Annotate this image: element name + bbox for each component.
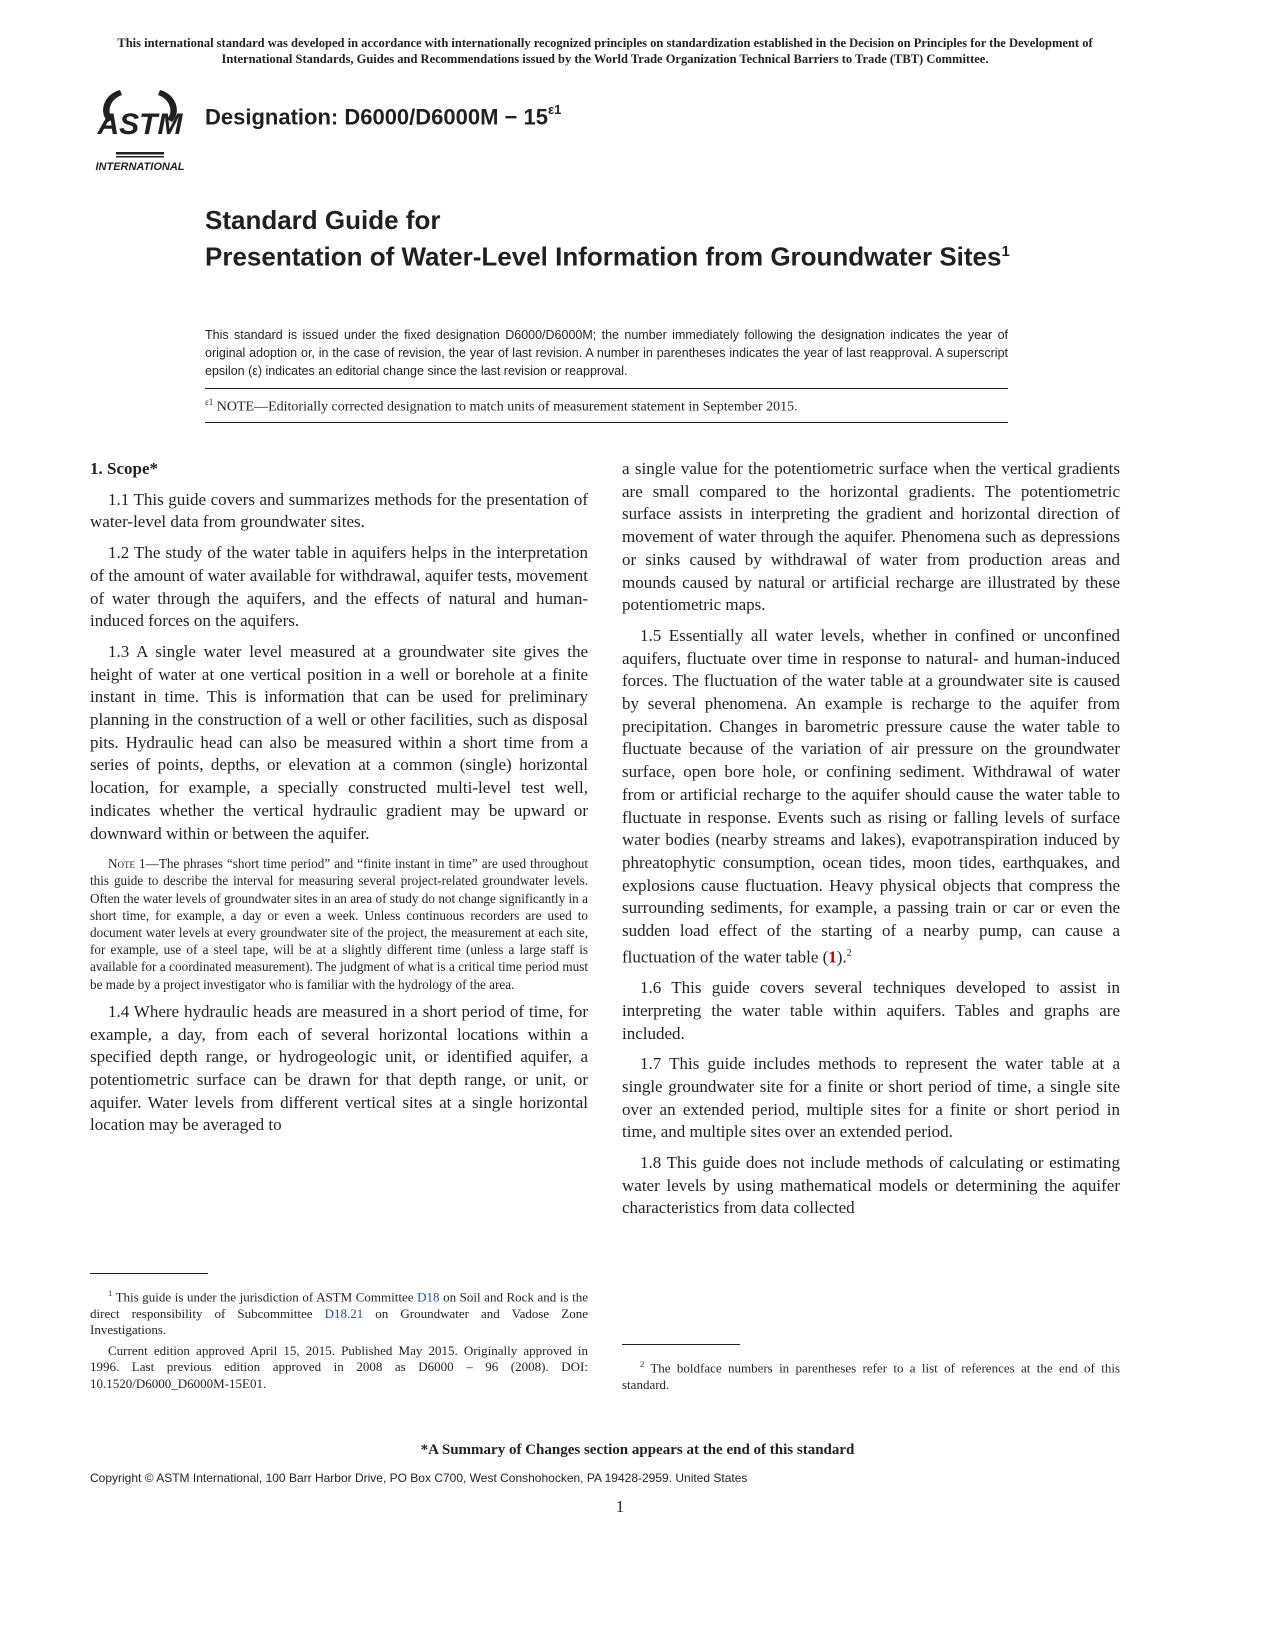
svg-text:ASTM: ASTM [97,108,183,141]
footnote-1-p1: $^1$ This guide is under the jurisdiction of ASTM Committee D18 on Soil and Rock and is the direct responsibility of Subcommittee D18.21 on Groundwater and Vadose Zone Investigations. [90,1288,588,1338]
editorial-note-marker: ε1 [205,397,214,407]
document-title [205,205,1065,273]
title-line-1: Standard Guide for [205,205,441,235]
subcommittee-link-d18-21[interactable]: D18.21 [324,1305,364,1321]
footnote-rule-right [622,1344,740,1345]
reference-link-1[interactable]: 1 [828,947,837,967]
paragraph-1-4-continued: a single value for the potentiometric surface when the vertical gradients are small compared to the horizontal gradients. The potentiometric surface assists in interpreting the gradient and horizontal direction of movement of water through the aquifer. Phenomena such as depressions or sinks caused by withdrawal of water from production areas and mounds caused by natural or artificial recharge are illustrated by these potentiometric maps. [622,459,1120,615]
footnote-1-p2: Current edition approved April 15, 2015. Published May 2015. Originally approved in 1996. Last previous edition approved in 2008 as D6000 – 96 (2008). DOI: 10.1520/D6000_D6000M-15E01. [90,1342,588,1391]
designation: Designation: $D6000/D6000M - 15^{\varepsilon 1}$ [205,102,562,130]
title-footnote-marker: 1 [1001,243,1010,260]
paragraph-1-6: 1.6 This guide covers several techniques developed to assist in interpreting the water table within aquifers. Tables and graphs are included. [622,978,1120,1043]
note-1-label: Note 1 [108,856,146,872]
wto-notice: This international standard was developed in accordance with internationally recognized principles on standardization established in the Decision on Principles for the Development of International Standards, Guides and Recommendations issued by the World Trade Organization Technical Barriers to Trade (TBT) Committee. [117,36,1093,66]
footnote-2: $^2$ The boldface numbers in parentheses refer to a list of references at the end of this standard. [622,1359,1120,1392]
paragraph-1-8: 1.8 This guide does not include methods of calculating or estimating water levels by using mathematical models or determining the aquifer characteristics from data collected [622,1153,1120,1218]
column-left [90,458,588,1145]
footnote-1 [90,1285,588,1396]
paragraph-1-2: 1.2 The study of the water table in aquifers helps in the interpretation of the amount of water available for withdrawal, aquifer tests, movement of water through the aquifers, and the effects of natural and human-induced forces on the aquifers. [90,543,588,631]
svg-text:INTERNATIONAL: INTERNATIONAL [95,161,185,173]
page-number: 1 [615,1497,625,1516]
summary-of-changes-notice: *A Summary of Changes section appears at the end of this standard [420,1442,855,1458]
copyright-line: Copyright © ASTM International, 100 Barr Harbor Drive, PO Box C700, West Conshohocken, PA 19428-2959. United States [90,1471,748,1485]
section-heading-scope: 1. Scope* [90,459,158,478]
committee-link-d18[interactable]: D18 [417,1289,440,1305]
title-line-2: Presentation of Water-Level Information from Groundwater Sites$^1$ [205,241,1010,272]
editorial-note: $^{\varepsilon 1}$ NOTE—Editorially corrected designation to match units of measurement statement in September 2015. [205,388,1008,423]
column-right [622,458,1120,1228]
footnote-rule-left [90,1273,208,1274]
footnote-marker-2: 2 [846,947,852,959]
note-1: Note 1—The phrases “short time period” and “finite instant in time” are used throughout this guide to describe the interval for measuring several project-related groundwater levels. Often the water levels of groundwater sites in an area of study do not change significantly in a short time, for example, a day or even a week. Unless continuous recorders are used to document water levels at every groundwater site of the project, the measurement at each site, for example, use of a steel tape, will be at a slightly different time (unless a large staff is available for a coordinated measurement). The judgment of what is a critical time period must be made by a project investigator who is familiar with the hydrology of the area. [90,856,588,992]
issue-statement: This standard is issued under the fixed designation D6000/D6000M; the number immediately following the designation indicates the year of original adoption or, in the case of revision, the year of last revision. A number in parentheses indicates the year of last reapproval. A superscript epsilon (ε) indicates an editorial change since the last revision or reapproval. [205,328,1008,378]
designation-epsilon: ε1 [547,102,562,117]
paragraph-1-5: 1.5 Essentially all water levels, whether in confined or unconfined aquifers, fluctuate over time in response to natural- and human-induced forces. The fluctuation of the water table at a groundwater site is caused by several phenomena. An example is recharge to the aquifer from precipitation. Changes in barometric pressure cause the water table to fluctuate because of the variation of air pressure on the groundwater surface, open bore hole, or confining sediment. Withdrawal of water from or artificial recharge to the aquifer should cause the water table to fluctuate in response. Events such as rising or falling levels of surface water bodies (nearby streams and lakes), evapotranspiration induced by phreatophytic consumption, ocean tides, moon tides, earthquakes, and explosions cause fluctuation. Heavy physical objects that compress the surrounding sediments, for example, a passing train or car or even the sudden load effect of the starting of a nearby pump, can cause a fluctuation of the water table (1).$^2$ [622,625,1120,967]
paragraph-1-7: 1.7 This guide includes methods to represent the water table at a single groundwater site for a finite or short period of time, a single site over an extended period, multiple sites for a finite or short period in time, and multiple sites over an extended period. [622,1054,1120,1142]
paragraph-1-3: 1.3 A single water level measured at a groundwater site gives the height of water at one vertical position in a well or borehole at a finite instant in time. This is information that can be used for preliminary planning in the construction of a well or other facilities, such as disposal pits. Hydraulic head can also be measured within a short time from a series of points, depths, or elevation at a common (single) horizontal location, for example, a specially constructed multi-level test well, indicates whether the vertical hydraulic gradient may be upward or downward within or between the aquifer. [90,641,588,843]
astm-logo [86,82,194,174]
paragraph-1-1: 1.1 This guide covers and summarizes methods for the presentation of water-level data from groundwater sites. [90,489,588,532]
paragraph-1-4: 1.4 Where hydraulic heads are measured in a short period of time, for example, a day, from each of several horizontal locations within a specified depth range, or hydrogeologic unit, or identified aquifer, a potentiometric surface can be drawn for that depth range, or unit, or aquifer. Water levels from different vertical sites at a single horizontal location may be averaged to [90,1001,588,1135]
